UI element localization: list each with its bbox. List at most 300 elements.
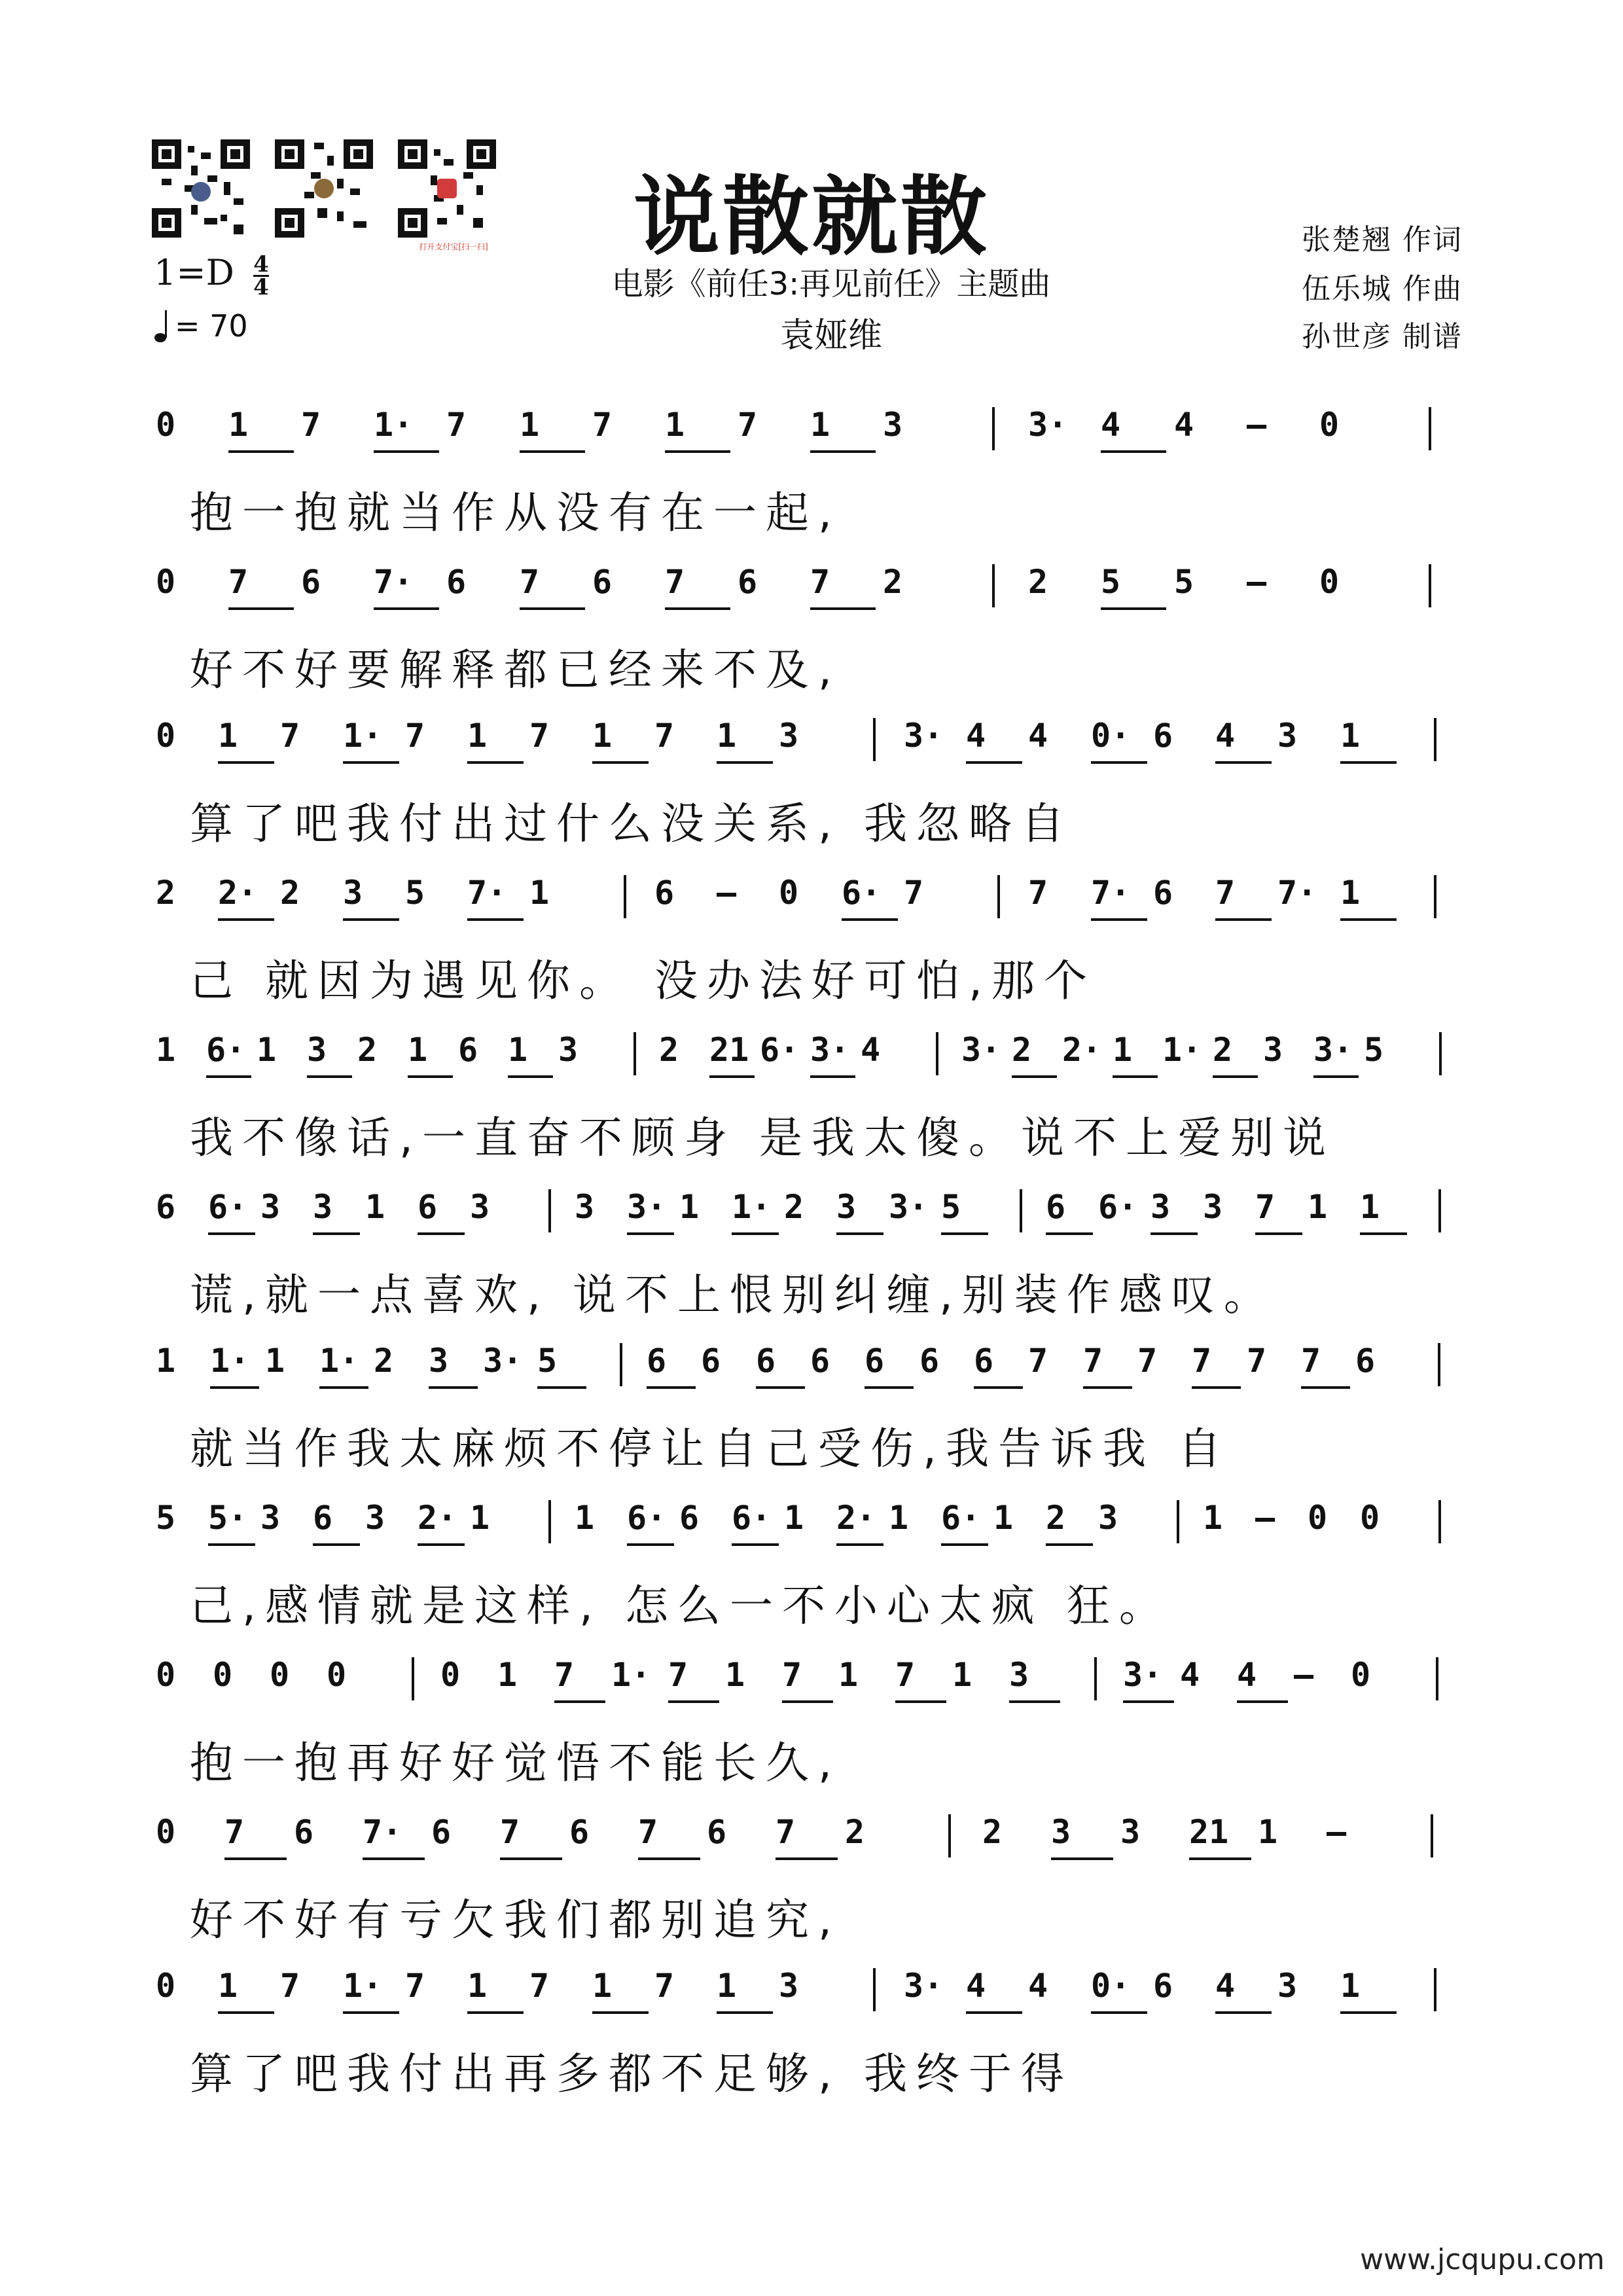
note: 7: [1301, 1342, 1321, 1380]
beam-underline: [592, 761, 649, 764]
beam-underline: [638, 1857, 700, 1860]
note: 0: [156, 563, 176, 601]
note: 6: [446, 563, 467, 601]
note: 7: [668, 1656, 688, 1694]
note: 7: [228, 563, 249, 601]
note: 3: [343, 874, 363, 912]
note: 1: [1340, 874, 1361, 912]
beam-underline: [627, 1232, 674, 1235]
notes-row: [151, 1486, 1479, 1564]
note: 6: [431, 1813, 452, 1851]
note: 1: [1258, 1813, 1278, 1851]
beam-underline: [1012, 1075, 1057, 1078]
beam-underline: [313, 1232, 360, 1235]
qr-caption: 打开支付宝[扫一扫]: [419, 242, 488, 251]
note: 7: [1028, 874, 1048, 912]
note: 1: [725, 1656, 745, 1694]
score-system: [151, 1329, 1479, 1479]
note: 1: [1308, 1188, 1328, 1226]
note: 6·: [1098, 1188, 1138, 1226]
barline: [873, 718, 876, 761]
note: 3: [1120, 1813, 1141, 1851]
note: 4: [1180, 1656, 1200, 1694]
note: –: [1294, 1656, 1314, 1694]
note: –: [1247, 563, 1267, 601]
qr-code-icon: [398, 139, 496, 238]
barline: [936, 1032, 938, 1075]
beam-underline: [218, 2011, 274, 2014]
note: 6: [707, 1813, 727, 1851]
beam-underline: [467, 2011, 524, 2014]
beam-underline: [1046, 1232, 1093, 1235]
page-title: 说散就散: [633, 166, 990, 268]
note: 0: [213, 1656, 233, 1694]
note: 1·: [319, 1342, 359, 1380]
note: 3·: [904, 1967, 944, 2005]
note: 1: [952, 1656, 972, 1694]
note: 3: [1263, 1031, 1283, 1069]
note: 6·: [627, 1499, 667, 1537]
note: 3: [575, 1188, 595, 1226]
note: 3: [1277, 1967, 1298, 2005]
note: 7: [1215, 874, 1236, 912]
notes-row: [151, 1175, 1479, 1253]
note: 7: [554, 1656, 575, 1694]
score-system: [151, 393, 1479, 543]
beam-underline: [374, 450, 439, 453]
note: 7: [446, 406, 467, 444]
note: 7·: [363, 1813, 402, 1851]
note: 0·: [1091, 1967, 1131, 2005]
lyrics-line: 好不好要解释都已经来不及,: [190, 645, 841, 695]
note: 3·: [483, 1342, 523, 1380]
beam-underline: [1091, 918, 1147, 921]
note: 7: [665, 563, 685, 601]
note: 7: [224, 1813, 245, 1851]
note: 1: [1203, 1499, 1223, 1537]
note: 1: [592, 1967, 613, 2005]
note: 7: [895, 1656, 916, 1694]
note: 0·: [1091, 717, 1131, 755]
note: 6: [156, 1188, 176, 1226]
note: 1: [717, 717, 737, 755]
note: 7: [301, 406, 321, 444]
barline: [1020, 1189, 1022, 1232]
time-sig-bottom: 4: [253, 274, 269, 300]
beam-underline: [1189, 1857, 1251, 1860]
barline: [624, 875, 626, 918]
beam-underline: [709, 1075, 755, 1078]
note: 1: [1360, 1188, 1380, 1226]
beam-underline: [374, 607, 439, 610]
note: 2: [156, 874, 176, 912]
lyrics-line: 算了吧我付出再多都不足够, 我终于得: [190, 2049, 1073, 2099]
note: 1: [592, 717, 613, 755]
beam-underline: [865, 1386, 914, 1389]
barline: [1438, 1500, 1441, 1543]
note: 0: [440, 1656, 461, 1694]
note: –: [717, 874, 737, 912]
beam-underline: [756, 1386, 805, 1389]
footer-url: www.jcqupu.com: [1360, 2243, 1605, 2276]
lyrics-line: 我不像话,一直奋不顾身 是我太傻。说不上爱别说: [190, 1113, 1335, 1163]
note: 7: [1192, 1342, 1212, 1380]
beam-underline: [966, 761, 1022, 764]
note: –: [1247, 406, 1267, 444]
note: 21: [709, 1031, 749, 1069]
note: 3·: [889, 1188, 929, 1226]
note: 7: [654, 717, 675, 755]
note: 3·: [961, 1031, 1001, 1069]
note: 3·: [810, 1031, 850, 1069]
beam-underline: [418, 1232, 465, 1235]
note: 1: [810, 406, 830, 444]
note: 2: [883, 563, 903, 601]
note: 1: [257, 1031, 277, 1069]
note: 7·: [1091, 874, 1131, 912]
note: 3: [1051, 1813, 1071, 1851]
note: 1: [218, 717, 238, 755]
note: 1: [156, 1031, 176, 1069]
tempo-marking: [154, 308, 248, 344]
note: 4: [1101, 406, 1121, 444]
note: 3: [1203, 1188, 1223, 1226]
notes-row: [151, 1643, 1479, 1721]
beam-underline: [208, 1232, 255, 1235]
notes-row: [151, 1018, 1479, 1096]
note: 6: [458, 1031, 478, 1069]
note: 3·: [1313, 1031, 1353, 1069]
beam-underline: [418, 1543, 465, 1546]
beam-underline: [408, 1075, 453, 1078]
beam-underline: [1091, 761, 1147, 764]
beam-underline: [782, 1700, 833, 1703]
note: 5·: [208, 1499, 248, 1537]
tempo-value: = 70: [175, 308, 248, 344]
note: 3: [365, 1499, 385, 1537]
beam-underline: [665, 607, 730, 610]
note: 7: [810, 563, 830, 601]
barline: [1439, 1032, 1442, 1075]
beam-underline: [1113, 1075, 1158, 1078]
beam-underline: [218, 761, 274, 764]
qr-code-icon: [152, 139, 250, 238]
note: 1: [228, 406, 249, 444]
note: 6: [701, 1342, 721, 1380]
score-system: [151, 1800, 1479, 1950]
note: 6: [974, 1342, 994, 1380]
note: 3: [779, 717, 799, 755]
note: 2: [280, 874, 300, 912]
note: 5: [537, 1342, 558, 1380]
beam-underline: [836, 1543, 883, 1546]
note: 2·: [218, 874, 258, 912]
beam-underline: [313, 1543, 360, 1546]
note: 3: [836, 1188, 857, 1226]
note: 4: [1174, 406, 1194, 444]
beam-underline: [1192, 1386, 1241, 1389]
note: 6: [738, 563, 758, 601]
beam-underline: [1091, 2011, 1147, 2014]
note: 0: [327, 1656, 347, 1694]
note: 2: [1046, 1499, 1066, 1537]
note: 0: [156, 1656, 176, 1694]
beam-underline: [1101, 607, 1166, 610]
beam-underline: [776, 1857, 838, 1860]
note: 6: [418, 1188, 438, 1226]
note: –: [1255, 1499, 1275, 1537]
note: 2: [659, 1031, 679, 1069]
note: 2: [845, 1813, 865, 1851]
note: 6: [301, 563, 321, 601]
score-system: [151, 1175, 1479, 1325]
beam-underline: [1083, 1386, 1132, 1389]
note: –: [1327, 1813, 1347, 1851]
score-system: [151, 550, 1479, 700]
note: 7: [638, 1813, 658, 1851]
note: 7: [280, 1967, 300, 2005]
beam-underline: [1046, 1543, 1093, 1546]
note: 5: [941, 1188, 961, 1226]
beam-underline: [810, 1075, 855, 1078]
note: 6: [679, 1499, 700, 1537]
note: 3: [1009, 1656, 1029, 1694]
note: 1: [838, 1656, 859, 1694]
beam-underline: [668, 1700, 719, 1703]
note: 1: [1340, 1967, 1361, 2005]
note: 2: [1012, 1031, 1032, 1069]
note: 6: [865, 1342, 885, 1380]
lyrics-line: 好不好有亏欠我们都别追究,: [190, 1895, 841, 1945]
barline: [548, 1500, 551, 1543]
beam-underline: [842, 918, 898, 921]
beam-underline: [343, 761, 399, 764]
beam-underline: [1051, 1857, 1113, 1860]
beam-underline: [1215, 918, 1272, 921]
note: 7: [1083, 1342, 1103, 1380]
note: 7·: [467, 874, 507, 912]
note: 6: [1153, 1967, 1173, 2005]
barline: [620, 1343, 622, 1386]
notes-row: [151, 704, 1479, 782]
beam-underline: [941, 1543, 988, 1546]
note: 1·: [374, 406, 414, 444]
beam-underline: [810, 450, 876, 453]
note: 6: [654, 874, 675, 912]
note: 7: [904, 874, 924, 912]
barline: [873, 1968, 876, 2011]
note: 5: [1364, 1031, 1384, 1069]
note: 2: [374, 1342, 394, 1380]
note: 7: [654, 1967, 675, 2005]
beam-underline: [1101, 450, 1166, 453]
beam-underline: [520, 450, 585, 453]
barline: [992, 564, 995, 607]
barline: [1429, 564, 1431, 607]
quarter-note-icon: [154, 308, 171, 344]
note: 6: [1355, 1342, 1376, 1380]
note: 1·: [210, 1342, 250, 1380]
beam-underline: [1009, 1700, 1060, 1703]
beam-underline: [1215, 2011, 1272, 2014]
note: 1·: [1162, 1031, 1202, 1069]
note: 2: [982, 1813, 1003, 1851]
notes-row: [151, 1954, 1479, 2032]
note: 1·: [343, 717, 383, 755]
beam-underline: [224, 1857, 287, 1860]
beam-underline: [665, 450, 730, 453]
note: 1: [467, 717, 488, 755]
note: 0: [1351, 1656, 1371, 1694]
barline: [1434, 718, 1436, 761]
note: 6: [647, 1342, 667, 1380]
lyrics-line: 抱一抱就当作从没有在一起,: [190, 488, 841, 538]
notes-row: [151, 550, 1479, 628]
beam-underline: [1237, 1700, 1288, 1703]
note: 7: [1247, 1342, 1267, 1380]
lyrics-line: 算了吧我付出过什么没关系, 我忽略自: [190, 798, 1073, 849]
lyrics-line: 己 就因为遇见你。 没办法好可怕,那个: [190, 956, 1096, 1006]
note: 1: [218, 1967, 238, 2005]
note: 7: [280, 717, 300, 755]
beam-underline: [647, 1386, 696, 1389]
beam-underline: [810, 607, 876, 610]
note: 1: [1340, 717, 1361, 755]
beam-underline: [1255, 1232, 1302, 1235]
note: 4: [1215, 1967, 1236, 2005]
note: 0: [1308, 1499, 1328, 1537]
note: 3·: [627, 1188, 667, 1226]
note: 1: [889, 1499, 909, 1537]
score-system: [151, 861, 1479, 1011]
note: 6·: [206, 1031, 246, 1069]
lyrics-line: 谎,就一点喜欢, 说不上恨别纠缠,别装作感叹。: [190, 1270, 1276, 1320]
note: 7: [592, 406, 613, 444]
note: 7: [500, 1813, 520, 1851]
note: 4: [861, 1031, 881, 1069]
barline: [992, 407, 995, 450]
barline: [1434, 1968, 1436, 2011]
beam-underline: [732, 1543, 779, 1546]
note: 3: [558, 1031, 579, 1069]
note: 1: [508, 1031, 528, 1069]
beam-underline: [717, 761, 773, 764]
key-label: 1=D: [154, 252, 234, 293]
note: 6: [1046, 1188, 1066, 1226]
beam-underline: [363, 1857, 425, 1860]
note: 0: [270, 1656, 290, 1694]
notes-row: [151, 1800, 1479, 1878]
qr-code-icon: [275, 139, 373, 238]
lyrics-line: 就当作我太麻烦不停让自己受伤,我告诉我 自: [190, 1424, 1230, 1474]
beam-underline: [206, 1075, 251, 1078]
note: 7: [529, 1967, 550, 2005]
note: 3: [260, 1499, 281, 1537]
key-signature: [154, 252, 269, 298]
note: 6·: [208, 1188, 248, 1226]
note: 1: [520, 406, 540, 444]
note: 1·: [343, 1967, 383, 2005]
beam-underline: [208, 1543, 255, 1546]
note: 3: [307, 1031, 327, 1069]
note: 3: [1277, 717, 1298, 755]
note: 0: [156, 1813, 176, 1851]
barline: [548, 1189, 551, 1232]
note: 1: [717, 1967, 737, 2005]
note: 1: [1113, 1031, 1133, 1069]
note: 1: [265, 1342, 285, 1380]
score-system: [151, 1954, 1479, 2104]
barline: [1438, 1343, 1440, 1386]
beam-underline: [210, 1386, 259, 1389]
beam-underline: [966, 2011, 1022, 2014]
beam-underline: [1213, 1075, 1258, 1078]
note: 2: [784, 1188, 804, 1226]
beam-underline: [836, 1232, 883, 1235]
note: 1: [665, 406, 685, 444]
note: 2·: [836, 1499, 876, 1537]
beam-underline: [343, 918, 399, 921]
note: 1: [408, 1031, 428, 1069]
beam-underline: [1340, 2011, 1397, 2014]
note: 3: [1098, 1499, 1118, 1537]
beam-underline: [467, 918, 524, 921]
note: 2·: [418, 1499, 457, 1537]
note: 0: [156, 1967, 176, 2005]
beam-underline: [627, 1543, 674, 1546]
note: 1: [993, 1499, 1014, 1537]
beam-underline: [1215, 761, 1272, 764]
score-system: [151, 704, 1479, 854]
note: 7·: [1277, 874, 1317, 912]
beam-underline: [1150, 1232, 1198, 1235]
note: 6: [1153, 874, 1173, 912]
note: 7: [520, 563, 540, 601]
barline: [997, 875, 1000, 918]
beam-underline: [1340, 918, 1397, 921]
beam-underline: [1340, 761, 1397, 764]
note: 1: [784, 1499, 804, 1537]
time-signature: [253, 251, 269, 300]
composer-credit: 伍乐城 作曲: [1302, 272, 1463, 306]
arranger-credit: 孙世彦 制谱: [1302, 320, 1463, 353]
note: 0: [1319, 563, 1340, 601]
beam-underline: [467, 761, 524, 764]
note: 6: [1153, 717, 1173, 755]
note: 3: [260, 1188, 281, 1226]
note: 0: [779, 874, 799, 912]
note: 4: [966, 717, 986, 755]
note: 3·: [1123, 1656, 1163, 1694]
note: 7: [529, 717, 550, 755]
note: 0: [1319, 406, 1340, 444]
barline: [1438, 1189, 1441, 1232]
note: 4: [966, 1967, 986, 2005]
beam-underline: [1301, 1386, 1350, 1389]
singer-name: 袁娅维: [779, 316, 882, 355]
notes-row: [151, 393, 1479, 471]
barline: [1177, 1500, 1179, 1543]
beam-underline: [732, 1232, 779, 1235]
note: 0: [1360, 1499, 1380, 1537]
note: 0: [156, 717, 176, 755]
beam-underline: [1313, 1075, 1359, 1078]
barline: [1436, 1657, 1438, 1700]
note: 7: [1255, 1188, 1275, 1226]
note: 7: [1028, 1342, 1048, 1380]
note: 2: [1028, 563, 1048, 601]
note: 4: [1028, 1967, 1048, 2005]
